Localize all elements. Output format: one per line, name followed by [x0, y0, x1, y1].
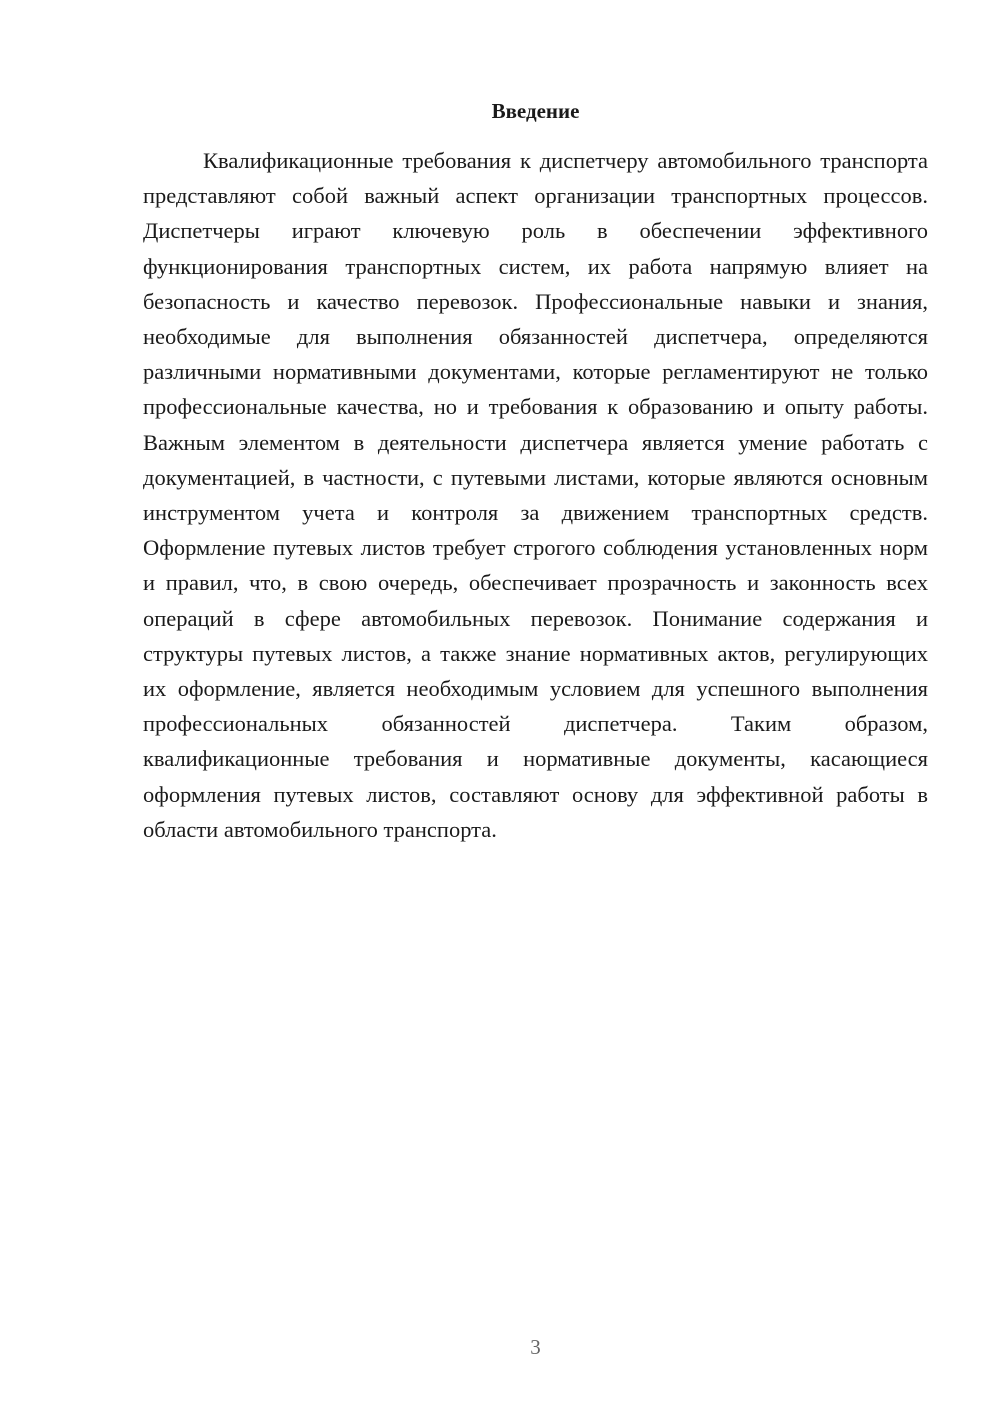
page-number: 3 [530, 1335, 541, 1359]
body-paragraph: Квалификационные требования к диспетчеру автомобильного транспорта представляют собой важный аспект организации транспортных процессов. Диспетчеры играют ключевую роль в обеспечении эффективного функционирования транспортных систем, их работа напрямую влияет на безопасность и качество перевозок. Профессиональные навыки и знания, необходимые для выполнения обязанностей диспетчера, определяются различными нормативными документами, которые регламентируют не только профессиональные качества, но и требования к образованию и опыту работы. Важным элементом в деятельности диспетчера является умение работать с документацией, в частности, с путевыми листами, которые являются основным инструментом учета и контроля за движением транспортных средств. Оформление путевых листов требует строгого соблюдения установленных норм и правил, что, в свою очередь, обеспечивает прозрачность и законность всех операций в сфере автомобильных перевозок. Понимание содержания и структуры путевых листов, а также знание нормативных актов, регулирующих их оформление, является необходимым условием для успешного выполнения профессиональных обязанностей диспетчера. Таким образом, квалификационные требования и нормативные документы, касающиеся оформления путевых листов, составляют основу для эффективной работы в области автомобильного транспорта. [143, 148, 928, 842]
section-heading: Введение [491, 99, 580, 123]
